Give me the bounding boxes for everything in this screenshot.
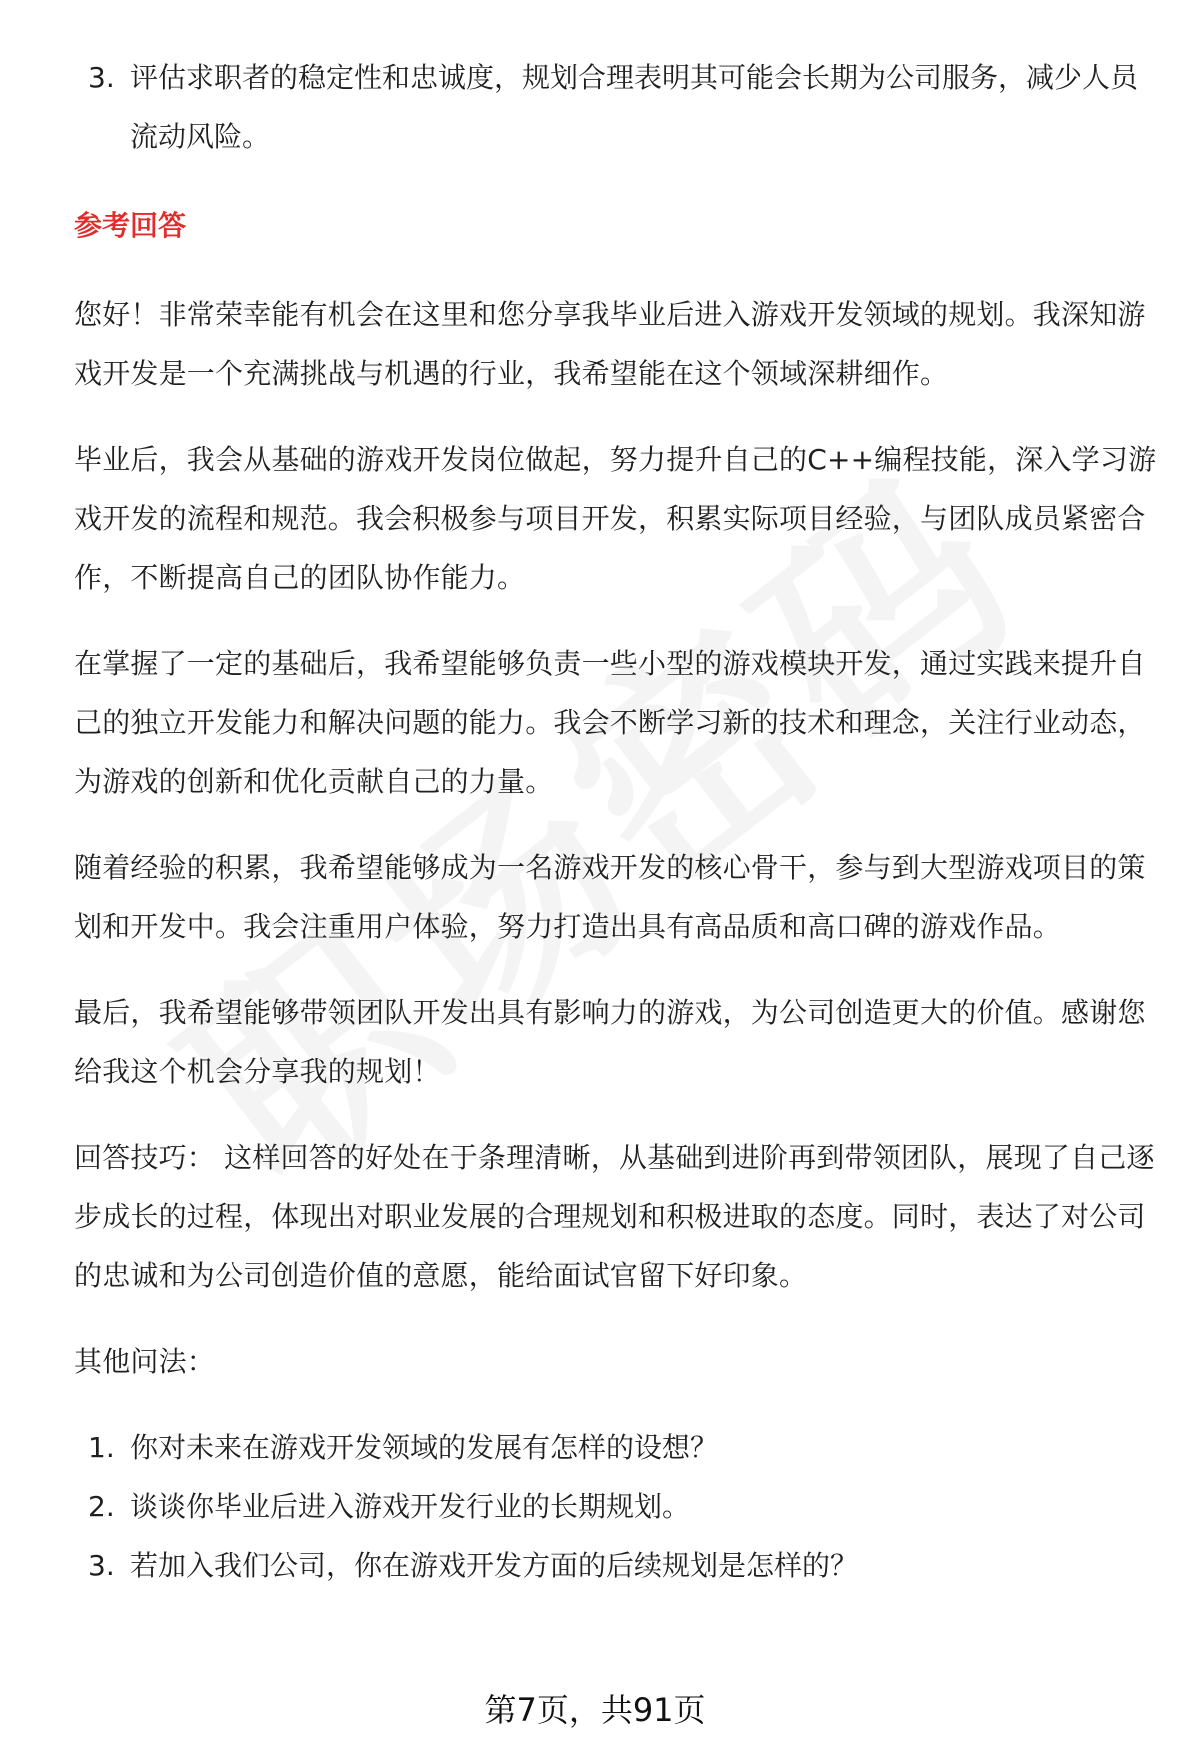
answer-paragraph-3: 在掌握了一定的基础后，我希望能够负责一些小型的游戏模块开发，通过实践来提升自己的独立开发能力和解决问题的能力。我会不断学习新的技术和理念，关注行业动态，为游戏的创新和优化贡献自己的力量。 bbox=[74, 647, 1146, 798]
answer-tips: 回答技巧： 这样回答的好处在于条理清晰，从基础到进阶再到带领团队，展现了自己逐步成长的过程，体现出对职业发展的合理规划和积极进取的态度。同时，表达了对公司的忠诚和为公司创造价值的意愿，能给面试官留下好印象。 bbox=[74, 1141, 1155, 1292]
other-questions-heading: 其他问法： bbox=[74, 1345, 216, 1378]
list-item-text: 谈谈你毕业后进入游戏开发行业的长期规划。 bbox=[130, 1490, 691, 1523]
answer-paragraph-4: 随着经验的积累，我希望能够成为一名游戏开发的核心骨干，参与到大型游戏项目的策划和开发中。我会注重用户体验，努力打造出具有高品质和高口碑的游戏作品。 bbox=[74, 851, 1146, 943]
list-item bbox=[74, 1536, 1164, 1595]
list-item-number: 3. bbox=[88, 1549, 115, 1582]
list-item-number: 2. bbox=[88, 1490, 115, 1523]
list-item-text: 你对未来在游戏开发领域的发展有怎样的设想？ bbox=[130, 1431, 719, 1464]
other-questions-list bbox=[74, 1418, 1164, 1595]
document-page bbox=[74, 48, 1164, 1595]
list-item bbox=[74, 48, 1164, 166]
list-item-text: 若加入我们公司，你在游戏开发方面的后续规划是怎样的？ bbox=[130, 1549, 859, 1582]
page-number-footer: 第7页，共91页 bbox=[484, 1691, 706, 1729]
answer-paragraph-2: 毕业后，我会从基础的游戏开发岗位做起，努力提升自己的C++编程技能，深入学习游戏开发的流程和规范。我会积极参与项目开发，积累实际项目经验，与团队成员紧密合作，不断提高自己的团队协作能力。 bbox=[74, 443, 1157, 594]
top-numbered-list bbox=[74, 48, 1164, 166]
answer-paragraph-5: 最后，我希望能够带领团队开发出具有影响力的游戏，为公司创造更大的价值。感谢您给我这个机会分享我的规划！ bbox=[74, 996, 1146, 1088]
list-item bbox=[74, 1477, 1164, 1536]
list-item-number: 3. bbox=[88, 61, 115, 94]
list-item-number: 1. bbox=[88, 1431, 115, 1464]
list-item-text: 评估求职者的稳定性和忠诚度，规划合理表明其可能会长期为公司服务，减少人员流动风险。 bbox=[130, 61, 1139, 153]
answer-paragraph-1: 您好！非常荣幸能有机会在这里和您分享我毕业后进入游戏开发领域的规划。我深知游戏开发是一个充满挑战与机遇的行业，我希望能在这个领域深耕细作。 bbox=[74, 298, 1146, 390]
reference-answer-heading: 参考回答 bbox=[74, 209, 187, 242]
list-item bbox=[74, 1418, 1164, 1477]
